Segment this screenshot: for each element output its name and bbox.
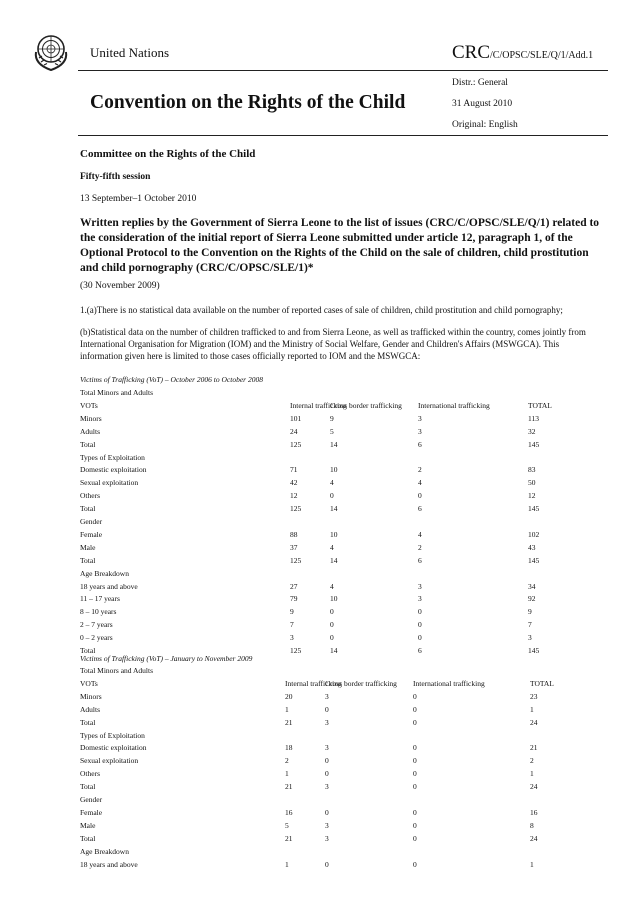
table-cell: 0 (413, 717, 417, 727)
table-cell: 0 (418, 491, 422, 501)
table-cell: 24 (530, 833, 538, 843)
table-row (80, 517, 600, 529)
table-cell: Age Breakdown (80, 846, 129, 856)
table-row (80, 465, 600, 477)
table-cell: 0 – 2 years (80, 633, 113, 643)
table-row (80, 530, 600, 542)
table-cell: 125 (290, 439, 302, 449)
table-cell: 6 (418, 646, 422, 655)
table-cell: 4 (330, 542, 334, 552)
table-cell: Types of Exploitation (80, 730, 145, 740)
table-row (80, 556, 600, 568)
table-cell: 0 (325, 859, 329, 869)
table-cell: 3 (418, 413, 422, 423)
table-cell: Female (80, 529, 103, 539)
table-cell: Male (80, 542, 96, 552)
table-cell: 14 (330, 439, 338, 449)
table-cell: 4 (330, 581, 334, 591)
table-row (80, 401, 600, 413)
table-cell: 0 (413, 756, 417, 766)
table-cell: 0 (418, 607, 422, 617)
table-row (80, 834, 600, 846)
table-cell: 21 (285, 782, 293, 792)
table-cell: 145 (528, 555, 540, 565)
table-row (80, 633, 600, 645)
table-cell: 3 (325, 782, 329, 792)
table-cell: 3 (290, 633, 294, 643)
table-cell: Adults (80, 704, 101, 714)
table-row (80, 756, 600, 768)
table-cell: Female (80, 807, 103, 817)
table-cell: 12 (290, 491, 298, 501)
header-divider-top (78, 70, 608, 71)
table-cell: 6 (418, 439, 422, 449)
session-label: Fifty-fifth session (80, 172, 151, 182)
table-cell: 43 (528, 542, 536, 552)
table-cell: Total (80, 504, 96, 514)
table-row (80, 743, 600, 755)
table-cell: 6 (418, 504, 422, 514)
table-cell: 11 – 17 years (80, 594, 120, 604)
table-cell: Adults (80, 426, 101, 436)
table-cell: 14 (330, 504, 338, 514)
table-cell: Internal trafficking (290, 400, 347, 410)
table-cell: 10 (330, 529, 338, 539)
table-cell: 102 (528, 529, 540, 539)
table-cell: 16 (530, 807, 538, 817)
table-cell: 3 (418, 426, 422, 436)
table-cell: 18 years and above (80, 859, 138, 869)
table-cell: 10 (330, 465, 338, 475)
table-cell: Minors (80, 413, 102, 423)
table-cell: 2 – 7 years (80, 620, 113, 630)
table-cell: Gender (80, 795, 103, 804)
table-cell: Sexual exploitation (80, 756, 139, 766)
table-cell: 20 (285, 691, 293, 701)
table-cell: 16 (285, 807, 293, 817)
table-row (80, 692, 600, 704)
table-cell: 125 (290, 504, 302, 514)
table-cell: 0 (325, 756, 329, 766)
table-cell: 0 (413, 859, 417, 869)
table-cell: Total (80, 782, 96, 792)
table-row (80, 679, 600, 691)
table-cell: Sexual exploitation (80, 478, 139, 488)
table-cell: 21 (285, 833, 293, 843)
table-cell: Male (80, 820, 96, 830)
table-cell: Others (80, 491, 100, 501)
table-cell: 4 (418, 478, 422, 488)
table-cell: 9 (528, 607, 532, 617)
table-cell: 3 (325, 820, 329, 830)
table-cell: Types of Exploitation (80, 452, 145, 462)
table-row (80, 427, 600, 439)
table-cell: 21 (285, 717, 293, 727)
table-cell: Total (80, 833, 96, 843)
table-row (80, 594, 600, 606)
table-cell: 8 – 10 years (80, 607, 117, 617)
table-cell: 0 (413, 704, 417, 714)
table-cell: 42 (290, 478, 298, 488)
table-cell: 0 (418, 620, 422, 630)
table-cell: 0 (413, 782, 417, 792)
paragraph-1a: 1.(a)There is no statistical data available on the number of reported cases of sale of children, child prostitution and child pornography; (80, 305, 563, 315)
table-row (80, 718, 600, 730)
table-cell: Total (80, 717, 96, 727)
table-cell: 14 (330, 555, 338, 565)
table-row (80, 705, 600, 717)
table-row (80, 821, 600, 833)
organization-name: United Nations (90, 45, 170, 60)
table-row (80, 808, 600, 820)
table-cell: Cross border trafficking (325, 678, 397, 688)
table-cell: 83 (528, 465, 536, 475)
table-row (80, 782, 600, 794)
table-cell: 3 (325, 717, 329, 727)
table-cell: Total (80, 555, 96, 565)
table-cell: Total (80, 646, 96, 655)
table-row (80, 666, 600, 678)
table-cell: 0 (330, 607, 334, 617)
section-heading: Written replies by the Government of Sierra Leone to the list of issues (CRC/C/OPSC/SLE/Q/1) related to the consideration of the initial report of Sierra Leone submitted under article 12, paragraph 1, of the Optional Protocol to the Convention on the Rights of the Child on the sale of children, child prostitution and child pornography (CRC/C/OPSC/SLE/1)* (80, 217, 600, 274)
table-cell: 2 (285, 756, 289, 766)
table-cell: TOTAL (528, 400, 552, 410)
table-cell: Total Minors and Adults (80, 666, 154, 675)
table-cell: 3 (325, 691, 329, 701)
table-cell: VOTs (80, 400, 98, 410)
table-cell: 1 (285, 769, 289, 779)
header-divider-bottom (78, 135, 608, 136)
table-cell: 4 (330, 478, 334, 488)
table-cell: 0 (413, 820, 417, 830)
table-cell: Gender (80, 517, 103, 526)
table-cell: 1 (530, 769, 534, 779)
table-cell: 0 (325, 769, 329, 779)
table-cell: International trafficking (418, 400, 490, 410)
table-cell: 8 (530, 820, 534, 830)
table-row (80, 504, 600, 516)
table-cell: 9 (290, 607, 294, 617)
document-symbol-suffix: /C/OPSC/SLE/Q/1/Add.1 (490, 50, 594, 61)
table-cell: 24 (290, 426, 298, 436)
un-emblem-icon (30, 30, 72, 72)
table-cell: 37 (290, 542, 298, 552)
table-cell: 0 (413, 833, 417, 843)
table-cell: 27 (290, 581, 298, 591)
table-cell: Domestic exploitation (80, 743, 147, 753)
table-cell: 0 (325, 807, 329, 817)
table-cell: VOTs (80, 678, 98, 688)
table-row (80, 582, 600, 594)
table-cell: 18 (285, 743, 293, 753)
table-cell: 7 (290, 620, 294, 630)
table-cell: 101 (290, 413, 302, 423)
table-cell: 3 (418, 581, 422, 591)
table-cell: 1 (285, 704, 289, 714)
table-cell: 24 (530, 717, 538, 727)
table-row (80, 607, 600, 619)
table-row (80, 440, 600, 452)
table-cell: 2 (418, 542, 422, 552)
table-cell: 2 (530, 756, 534, 766)
table-cell: 0 (325, 704, 329, 714)
table-cell: 3 (325, 833, 329, 843)
table-cell: 125 (290, 555, 302, 565)
table-cell: 0 (330, 491, 334, 501)
table-cell: 3 (528, 633, 532, 643)
table-cell: 4 (418, 529, 422, 539)
table-cell: Cross border trafficking (330, 400, 402, 410)
table-row (80, 620, 600, 632)
table-cell: 23 (530, 691, 538, 701)
table-cell: 145 (528, 646, 540, 655)
table-cell: 1 (530, 859, 534, 869)
heading-date: (30 November 2009) (80, 281, 160, 291)
table-cell: 113 (528, 413, 539, 423)
table-cell: 24 (530, 782, 538, 792)
table-cell: 12 (528, 491, 536, 501)
table-row (80, 453, 600, 465)
table-cell: 9 (330, 413, 334, 423)
table-cell: 145 (528, 504, 540, 514)
table-row (80, 388, 600, 400)
table-row (80, 847, 600, 859)
paragraph-1b: (b)Statistical data on the number of children trafficked to and from Sierra Leone, as well as trafficked within the country, comes jointly from International Organisation for Migration (IOM) and the Ministry of Social Welfare, Gender and Children's Affairs (MSWGCA). This information given here is limited to those cases officially reported to IOM and the MSWGCA: (80, 327, 586, 361)
table-cell: 0 (418, 633, 422, 643)
table-cell: Internal trafficking (285, 678, 342, 688)
table-cell: 0 (413, 691, 417, 701)
table-cell: 18 years and above (80, 581, 138, 591)
session-dates: 13 September–1 October 2010 (80, 194, 197, 204)
table-cell: 88 (290, 529, 298, 539)
table-cell: Total Minors and Adults (80, 388, 154, 397)
table-row (80, 543, 600, 555)
table-row (80, 795, 600, 807)
table-cell: 21 (530, 743, 538, 753)
table-cell: 32 (528, 426, 536, 436)
committee-name: Committee on the Rights of the Child (80, 148, 256, 160)
table-cell: Others (80, 769, 100, 779)
table-cell: 0 (413, 807, 417, 817)
table-cell: TOTAL (530, 678, 554, 688)
table-cell: Domestic exploitation (80, 465, 147, 475)
table-cell: International trafficking (413, 678, 485, 688)
table-cell: 2 (418, 465, 422, 475)
table-cell: 0 (413, 769, 417, 779)
table-row (80, 860, 600, 872)
table-row (80, 491, 600, 503)
table-cell: 3 (325, 743, 329, 753)
table-row (80, 731, 600, 743)
table-caption: Victims of Trafficking (VoT) – October 2006 to October 2008 (80, 375, 263, 384)
table-cell: 50 (528, 478, 536, 488)
document-title: Convention on the Rights of the Child (90, 92, 406, 113)
table-cell: 6 (418, 555, 422, 565)
original-language: Original: English (452, 120, 518, 130)
table-cell: 145 (528, 439, 540, 449)
table-cell: 0 (330, 620, 334, 630)
table-cell: 1 (285, 859, 289, 869)
table-cell: 125 (290, 646, 302, 655)
table-cell: 0 (330, 633, 334, 643)
table-row (80, 414, 600, 426)
table-cell: 0 (413, 743, 417, 753)
table-cell: 5 (285, 820, 289, 830)
table-cell: 3 (418, 594, 422, 604)
document-date: 31 August 2010 (452, 99, 513, 109)
table-cell: 7 (528, 620, 532, 630)
table-cell: 5 (330, 426, 334, 436)
table-cell: 92 (528, 594, 536, 604)
distribution: Distr.: General (452, 78, 508, 88)
table-row (80, 769, 600, 781)
table-cell: 79 (290, 594, 298, 604)
table-cell: Minors (80, 691, 102, 701)
document-symbol: CRC/C/OPSC/SLE/Q/1/Add.1 (452, 42, 594, 63)
table-row (80, 478, 600, 490)
table-cell: 14 (330, 646, 338, 655)
table-cell: Total (80, 439, 96, 449)
table-row (80, 569, 600, 581)
table-cell: 1 (530, 704, 534, 714)
table-cell: 71 (290, 465, 298, 475)
table-cell: 34 (528, 581, 536, 591)
table-cell: 10 (330, 594, 338, 604)
table-cell: Age Breakdown (80, 568, 129, 578)
table-caption: Victims of Trafficking (VoT) – January to November 2009 (80, 654, 253, 663)
